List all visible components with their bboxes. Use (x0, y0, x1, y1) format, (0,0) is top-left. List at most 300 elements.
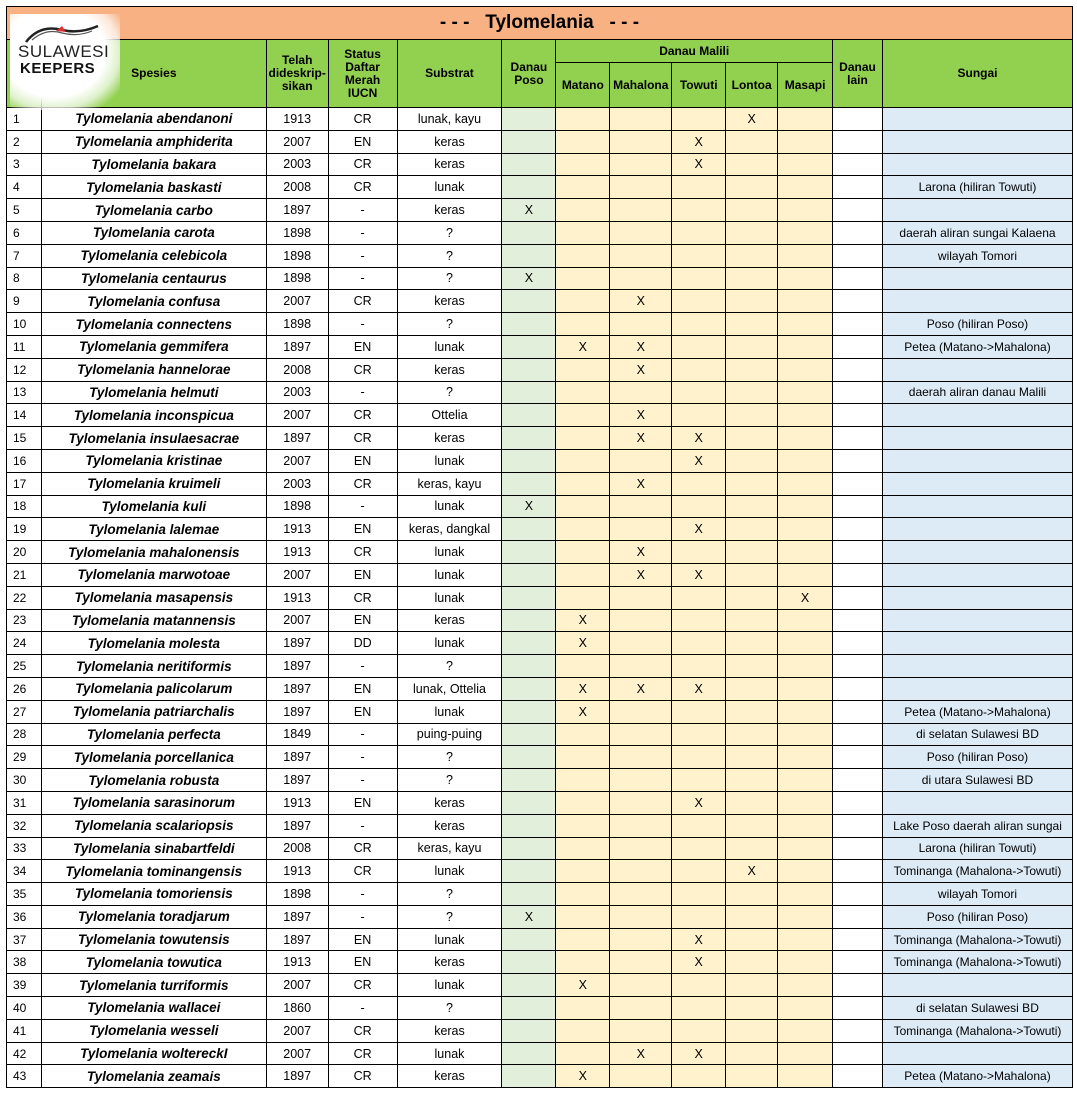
title-dashes-left: - - - (439, 12, 470, 33)
cell-lontoa (726, 563, 778, 586)
table-row (7, 404, 1073, 427)
cell-masapi (778, 381, 833, 404)
cell-number: 17 (7, 472, 42, 495)
cell-species: Tylomelania wesseli (41, 1019, 266, 1042)
cell-iucn: EN (328, 700, 397, 723)
cell-species: Tylomelania insulaesacrae (41, 427, 266, 450)
cell-number: 16 (7, 449, 42, 472)
table-row (7, 883, 1073, 906)
cell-lontoa (726, 928, 778, 951)
cell-sungai: Tominanga (Mahalona->Towuti) (882, 860, 1072, 883)
table-row (7, 928, 1073, 951)
cell-masapi (778, 563, 833, 586)
table-row (7, 199, 1073, 222)
cell-number: 36 (7, 905, 42, 928)
table-row (7, 381, 1073, 404)
cell-year: 2007 (266, 1019, 328, 1042)
cell-sungai (882, 563, 1072, 586)
cell-substrat: ? (397, 746, 502, 769)
cell-masapi (778, 609, 833, 632)
header-danau-malili: Danau Malili (556, 40, 833, 63)
cell-species: Tylomelania towutica (41, 951, 266, 974)
table-row (7, 563, 1073, 586)
cell-number: 26 (7, 677, 42, 700)
cell-lontoa (726, 837, 778, 860)
cell-mahalona (610, 176, 672, 199)
cell-number: 33 (7, 837, 42, 860)
cell-species: Tylomelania celebicola (41, 244, 266, 267)
cell-substrat: keras (397, 814, 502, 837)
cell-substrat: ? (397, 905, 502, 928)
cell-danau-lain (833, 860, 883, 883)
cell-mahalona (610, 153, 672, 176)
cell-danau-lain (833, 1065, 883, 1088)
cell-towuti (672, 495, 726, 518)
table-row (7, 997, 1073, 1020)
cell-danau-poso (502, 609, 556, 632)
cell-sungai: di utara Sulawesi BD (882, 769, 1072, 792)
cell-year: 1898 (266, 883, 328, 906)
cell-matano (556, 769, 610, 792)
cell-danau-poso (502, 313, 556, 336)
cell-matano: X (556, 1065, 610, 1088)
table-row (7, 860, 1073, 883)
cell-danau-poso (502, 883, 556, 906)
header-danau-poso: Danau Poso (502, 40, 556, 108)
cell-species: Tylomelania marwotoae (41, 563, 266, 586)
cell-year: 2007 (266, 974, 328, 997)
cell-iucn: - (328, 723, 397, 746)
cell-masapi (778, 655, 833, 678)
cell-matano (556, 905, 610, 928)
cell-iucn: CR (328, 472, 397, 495)
cell-iucn: - (328, 495, 397, 518)
cell-year: 1897 (266, 905, 328, 928)
cell-masapi (778, 290, 833, 313)
cell-sungai: Petea (Matano->Mahalona) (882, 335, 1072, 358)
cell-number: 6 (7, 221, 42, 244)
cell-substrat: lunak (397, 860, 502, 883)
cell-sungai: wilayah Tomori (882, 244, 1072, 267)
cell-masapi (778, 495, 833, 518)
cell-matano (556, 404, 610, 427)
cell-towuti (672, 609, 726, 632)
cell-sungai (882, 586, 1072, 609)
cell-year: 1913 (266, 586, 328, 609)
cell-lontoa (726, 290, 778, 313)
cell-number: 25 (7, 655, 42, 678)
cell-sungai: Larona (hiliran Towuti) (882, 176, 1072, 199)
table-row (7, 746, 1073, 769)
cell-masapi (778, 883, 833, 906)
cell-number: 15 (7, 427, 42, 450)
cell-iucn: - (328, 997, 397, 1020)
cell-sungai (882, 518, 1072, 541)
cell-danau-lain (833, 883, 883, 906)
cell-species: Tylomelania helmuti (41, 381, 266, 404)
cell-lontoa (726, 791, 778, 814)
cell-sungai: Tominanga (Mahalona->Towuti) (882, 951, 1072, 974)
cell-species: Tylomelania towutensis (41, 928, 266, 951)
cell-sungai: Poso (hiliran Poso) (882, 746, 1072, 769)
cell-lontoa (726, 449, 778, 472)
cell-masapi (778, 541, 833, 564)
cell-iucn: CR (328, 860, 397, 883)
cell-danau-lain (833, 176, 883, 199)
cell-substrat: keras (397, 1019, 502, 1042)
cell-year: 1913 (266, 860, 328, 883)
cell-lontoa (726, 655, 778, 678)
cell-lontoa (726, 130, 778, 153)
cell-substrat: lunak (397, 495, 502, 518)
cell-masapi (778, 199, 833, 222)
cell-mahalona (610, 381, 672, 404)
cell-lontoa (726, 677, 778, 700)
cell-iucn: EN (328, 449, 397, 472)
cell-number: 39 (7, 974, 42, 997)
cell-number: 9 (7, 290, 42, 313)
cell-substrat: lunak, kayu (397, 108, 502, 131)
cell-iucn: - (328, 883, 397, 906)
cell-substrat: keras (397, 290, 502, 313)
table-row (7, 951, 1073, 974)
cell-danau-lain (833, 700, 883, 723)
cell-sungai (882, 199, 1072, 222)
cell-substrat: keras (397, 1065, 502, 1088)
cell-danau-lain (833, 290, 883, 313)
cell-substrat: keras, kayu (397, 472, 502, 495)
cell-year: 2003 (266, 472, 328, 495)
cell-sungai (882, 974, 1072, 997)
cell-masapi (778, 974, 833, 997)
cell-substrat: ? (397, 997, 502, 1020)
cell-species: Tylomelania toradjarum (41, 905, 266, 928)
cell-substrat: lunak (397, 928, 502, 951)
cell-lontoa (726, 1019, 778, 1042)
cell-iucn: - (328, 381, 397, 404)
cell-towuti (672, 723, 726, 746)
cell-masapi (778, 860, 833, 883)
cell-year: 2007 (266, 404, 328, 427)
cell-species: Tylomelania mahalonensis (41, 541, 266, 564)
cell-matano (556, 951, 610, 974)
cell-towuti (672, 108, 726, 131)
table-row (7, 221, 1073, 244)
cell-year: 1898 (266, 495, 328, 518)
cell-towuti (672, 814, 726, 837)
cell-iucn: - (328, 814, 397, 837)
table-row (7, 541, 1073, 564)
cell-year: 1897 (266, 769, 328, 792)
cell-substrat: puing-puing (397, 723, 502, 746)
cell-lontoa (726, 723, 778, 746)
cell-mahalona (610, 746, 672, 769)
cell-danau-lain (833, 951, 883, 974)
cell-danau-lain (833, 404, 883, 427)
table-row (7, 609, 1073, 632)
cell-year: 2007 (266, 563, 328, 586)
cell-danau-poso (502, 1019, 556, 1042)
cell-matano (556, 290, 610, 313)
cell-danau-lain (833, 609, 883, 632)
cell-masapi (778, 905, 833, 928)
cell-matano (556, 267, 610, 290)
cell-sungai: Petea (Matano->Mahalona) (882, 700, 1072, 723)
species-sheet (6, 6, 1073, 1099)
cell-matano (556, 313, 610, 336)
cell-danau-poso (502, 358, 556, 381)
cell-masapi (778, 791, 833, 814)
cell-number: 28 (7, 723, 42, 746)
cell-number: 43 (7, 1065, 42, 1088)
cell-year: 1897 (266, 700, 328, 723)
cell-iucn: - (328, 221, 397, 244)
cell-danau-poso: X (502, 199, 556, 222)
cell-species: Tylomelania patriarchalis (41, 700, 266, 723)
cell-mahalona (610, 449, 672, 472)
cell-lontoa (726, 1065, 778, 1088)
cell-substrat: keras, kayu (397, 837, 502, 860)
cell-iucn: EN (328, 130, 397, 153)
cell-number: 27 (7, 700, 42, 723)
cell-danau-poso: X (502, 267, 556, 290)
cell-number: 19 (7, 518, 42, 541)
cell-danau-lain (833, 199, 883, 222)
cell-towuti (672, 381, 726, 404)
cell-danau-poso (502, 677, 556, 700)
cell-lontoa (726, 313, 778, 336)
cell-iucn: - (328, 769, 397, 792)
cell-danau-lain (833, 130, 883, 153)
cell-year: 1860 (266, 997, 328, 1020)
cell-number: 31 (7, 791, 42, 814)
table-row (7, 449, 1073, 472)
cell-species: Tylomelania gemmifera (41, 335, 266, 358)
cell-danau-lain (833, 313, 883, 336)
cell-towuti (672, 586, 726, 609)
cell-iucn: CR (328, 1065, 397, 1088)
cell-matano (556, 997, 610, 1020)
header-substrat: Substrat (397, 40, 502, 108)
cell-danau-poso (502, 632, 556, 655)
cell-number: 2 (7, 130, 42, 153)
cell-danau-poso (502, 928, 556, 951)
cell-danau-lain (833, 518, 883, 541)
cell-number: 42 (7, 1042, 42, 1065)
cell-lontoa (726, 814, 778, 837)
cell-sungai (882, 472, 1072, 495)
cell-danau-lain (833, 928, 883, 951)
cell-mahalona: X (610, 404, 672, 427)
cell-danau-lain (833, 723, 883, 746)
cell-year: 1897 (266, 746, 328, 769)
table-row (7, 358, 1073, 381)
cell-masapi (778, 449, 833, 472)
cell-species: Tylomelania molesta (41, 632, 266, 655)
cell-number: 13 (7, 381, 42, 404)
sulawesi-keepers-logo (10, 14, 120, 110)
table-row (7, 130, 1073, 153)
cell-mahalona (610, 655, 672, 678)
cell-species: Tylomelania scalariopsis (41, 814, 266, 837)
cell-matano (556, 130, 610, 153)
cell-danau-poso (502, 1042, 556, 1065)
cell-sungai (882, 609, 1072, 632)
cell-number: 1 (7, 108, 42, 131)
cell-lontoa: X (726, 108, 778, 131)
cell-sungai: Poso (hiliran Poso) (882, 905, 1072, 928)
cell-masapi (778, 335, 833, 358)
cell-danau-poso (502, 176, 556, 199)
cell-number: 14 (7, 404, 42, 427)
cell-iucn: CR (328, 153, 397, 176)
cell-towuti (672, 244, 726, 267)
cell-towuti (672, 1065, 726, 1088)
table-row (7, 313, 1073, 336)
cell-towuti: X (672, 1042, 726, 1065)
cell-iucn: CR (328, 541, 397, 564)
cell-species: Tylomelania kruimeli (41, 472, 266, 495)
cell-masapi (778, 1019, 833, 1042)
cell-danau-lain (833, 769, 883, 792)
title-dashes-right: - - - (609, 12, 640, 33)
cell-year: 2007 (266, 130, 328, 153)
cell-danau-lain (833, 632, 883, 655)
cell-masapi (778, 632, 833, 655)
cell-danau-poso (502, 586, 556, 609)
cell-lontoa (726, 700, 778, 723)
table-row (7, 1065, 1073, 1088)
cell-number: 30 (7, 769, 42, 792)
cell-danau-poso: X (502, 905, 556, 928)
cell-masapi (778, 700, 833, 723)
cell-matano (556, 358, 610, 381)
cell-year: 1913 (266, 791, 328, 814)
cell-substrat: keras (397, 358, 502, 381)
cell-lontoa (726, 905, 778, 928)
cell-species: Tylomelania carbo (41, 199, 266, 222)
table-row (7, 905, 1073, 928)
cell-year: 2007 (266, 1042, 328, 1065)
cell-substrat: keras (397, 130, 502, 153)
cell-danau-lain (833, 791, 883, 814)
cell-matano (556, 723, 610, 746)
table-row (7, 290, 1073, 313)
title-bar (6, 6, 1073, 40)
table-row (7, 108, 1073, 131)
cell-lontoa (726, 244, 778, 267)
cell-species: Tylomelania sinabartfeldi (41, 837, 266, 860)
table-row (7, 677, 1073, 700)
cell-mahalona: X (610, 677, 672, 700)
cell-matano (556, 814, 610, 837)
cell-substrat: lunak, Ottelia (397, 677, 502, 700)
cell-number: 34 (7, 860, 42, 883)
cell-danau-poso (502, 655, 556, 678)
cell-substrat: keras (397, 791, 502, 814)
cell-matano (556, 1042, 610, 1065)
cell-year: 2008 (266, 837, 328, 860)
cell-matano (556, 472, 610, 495)
cell-masapi: X (778, 586, 833, 609)
cell-number: 4 (7, 176, 42, 199)
cell-towuti (672, 541, 726, 564)
cell-danau-poso (502, 381, 556, 404)
cell-lontoa (726, 153, 778, 176)
cell-towuti: X (672, 791, 726, 814)
cell-lontoa (726, 609, 778, 632)
cell-sungai (882, 153, 1072, 176)
cell-mahalona (610, 130, 672, 153)
cell-danau-poso (502, 130, 556, 153)
cell-towuti (672, 221, 726, 244)
cell-substrat: lunak (397, 563, 502, 586)
cell-mahalona: X (610, 563, 672, 586)
cell-lontoa (726, 176, 778, 199)
cell-matano (556, 108, 610, 131)
cell-danau-lain (833, 358, 883, 381)
cell-towuti (672, 837, 726, 860)
cell-year: 1897 (266, 677, 328, 700)
cell-masapi (778, 221, 833, 244)
cell-substrat: lunak (397, 176, 502, 199)
table-row (7, 267, 1073, 290)
cell-lontoa (726, 199, 778, 222)
cell-year: 2003 (266, 381, 328, 404)
cell-sungai (882, 655, 1072, 678)
table-body (7, 108, 1073, 1088)
cell-mahalona: X (610, 335, 672, 358)
cell-towuti: X (672, 518, 726, 541)
cell-matano (556, 586, 610, 609)
cell-lontoa (726, 335, 778, 358)
cell-species: Tylomelania robusta (41, 769, 266, 792)
table-row (7, 700, 1073, 723)
cell-mahalona (610, 267, 672, 290)
cell-substrat: lunak (397, 1042, 502, 1065)
cell-towuti (672, 655, 726, 678)
cell-masapi (778, 244, 833, 267)
cell-sungai (882, 449, 1072, 472)
cell-number: 29 (7, 746, 42, 769)
table-row (7, 655, 1073, 678)
cell-mahalona (610, 974, 672, 997)
cell-number: 10 (7, 313, 42, 336)
cell-year: 2007 (266, 290, 328, 313)
cell-danau-poso: X (502, 495, 556, 518)
cell-year: 1898 (266, 313, 328, 336)
cell-substrat: keras (397, 609, 502, 632)
cell-mahalona (610, 1019, 672, 1042)
table-row (7, 518, 1073, 541)
cell-year: 1849 (266, 723, 328, 746)
table-row (7, 632, 1073, 655)
cell-danau-poso (502, 951, 556, 974)
cell-year: 1897 (266, 427, 328, 450)
table-row (7, 974, 1073, 997)
cell-danau-lain (833, 563, 883, 586)
header-lake-masapi: Masapi (778, 63, 833, 108)
cell-matano: X (556, 632, 610, 655)
cell-sungai (882, 358, 1072, 381)
cell-lontoa (726, 541, 778, 564)
cell-danau-poso (502, 221, 556, 244)
cell-mahalona: X (610, 472, 672, 495)
cell-substrat: lunak (397, 632, 502, 655)
cell-iucn: - (328, 199, 397, 222)
cell-towuti: X (672, 563, 726, 586)
cell-sungai (882, 108, 1072, 131)
